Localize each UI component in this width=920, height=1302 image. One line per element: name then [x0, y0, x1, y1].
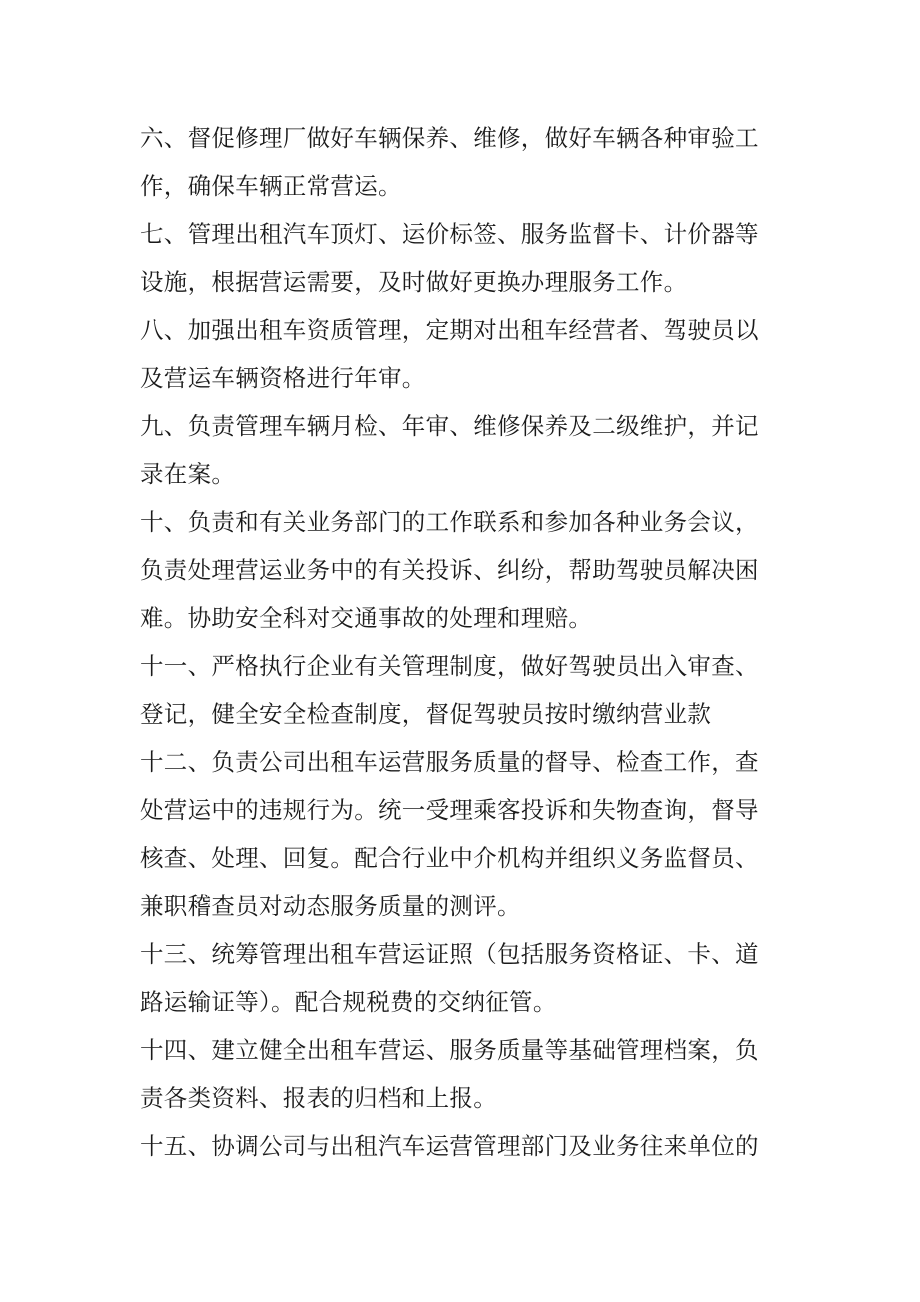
- text-line: 录在案。: [140, 460, 236, 488]
- text-line: 登记，健全安全检查制度，督促驾驶员按时缴纳营业款: [140, 700, 712, 728]
- text-line: 十、负责和有关业务部门的工作联系和参加各种业务会议，: [140, 508, 759, 536]
- text-line: 十一、严格执行企业有关管理制度，做好驾驶员出入审查、: [140, 652, 759, 680]
- text-line: 十三、统筹管理出租车营运证照（包括服务资格证、卡、道: [140, 940, 759, 968]
- text-line: 作，确保车辆正常营运。: [140, 172, 402, 200]
- text-line: 及营运车辆资格进行年审。: [140, 364, 426, 392]
- text-line: 九、负责管理车辆月检、年审、维修保养及二级维护，并记: [140, 412, 759, 440]
- text-line: 路运输证等）。配合规税费的交纳征管。: [140, 988, 557, 1016]
- text-line: 十五、协调公司与出租汽车运营管理部门及业务往来单位的: [140, 1132, 759, 1160]
- text-line: 负责处理营运业务中的有关投诉、纠纷，帮助驾驶员解决困: [140, 556, 759, 584]
- text-line: 设施，根据营运需要，及时做好更换办理服务工作。: [140, 268, 688, 296]
- text-line: 责各类资料、报表的归档和上报。: [140, 1084, 497, 1112]
- text-line: 八、加强出租车资质管理，定期对出租车经营者、驾驶员以: [140, 316, 759, 344]
- text-line: 六、督促修理厂做好车辆保养、维修，做好车辆各种审验工: [140, 124, 759, 152]
- text-line: 核查、处理、回复。配合行业中介机构并组织义务监督员、: [140, 844, 759, 872]
- text-line: 难。协助安全科对交通事故的处理和理赔。: [140, 604, 593, 632]
- text-line: 十四、建立健全出租车营运、服务质量等基础管理档案，负: [140, 1036, 759, 1064]
- text-line: 处营运中的违规行为。统一受理乘客投诉和失物查询，督导: [140, 796, 759, 824]
- document-body: [140, 114, 802, 1170]
- text-line: 十二、负责公司出租车运营服务质量的督导、检查工作，查: [140, 748, 759, 776]
- text-line: 兼职稽查员对动态服务质量的测评。: [140, 892, 521, 920]
- text-line: 七、管理出租汽车顶灯、运价标签、服务监督卡、计价器等: [140, 220, 759, 248]
